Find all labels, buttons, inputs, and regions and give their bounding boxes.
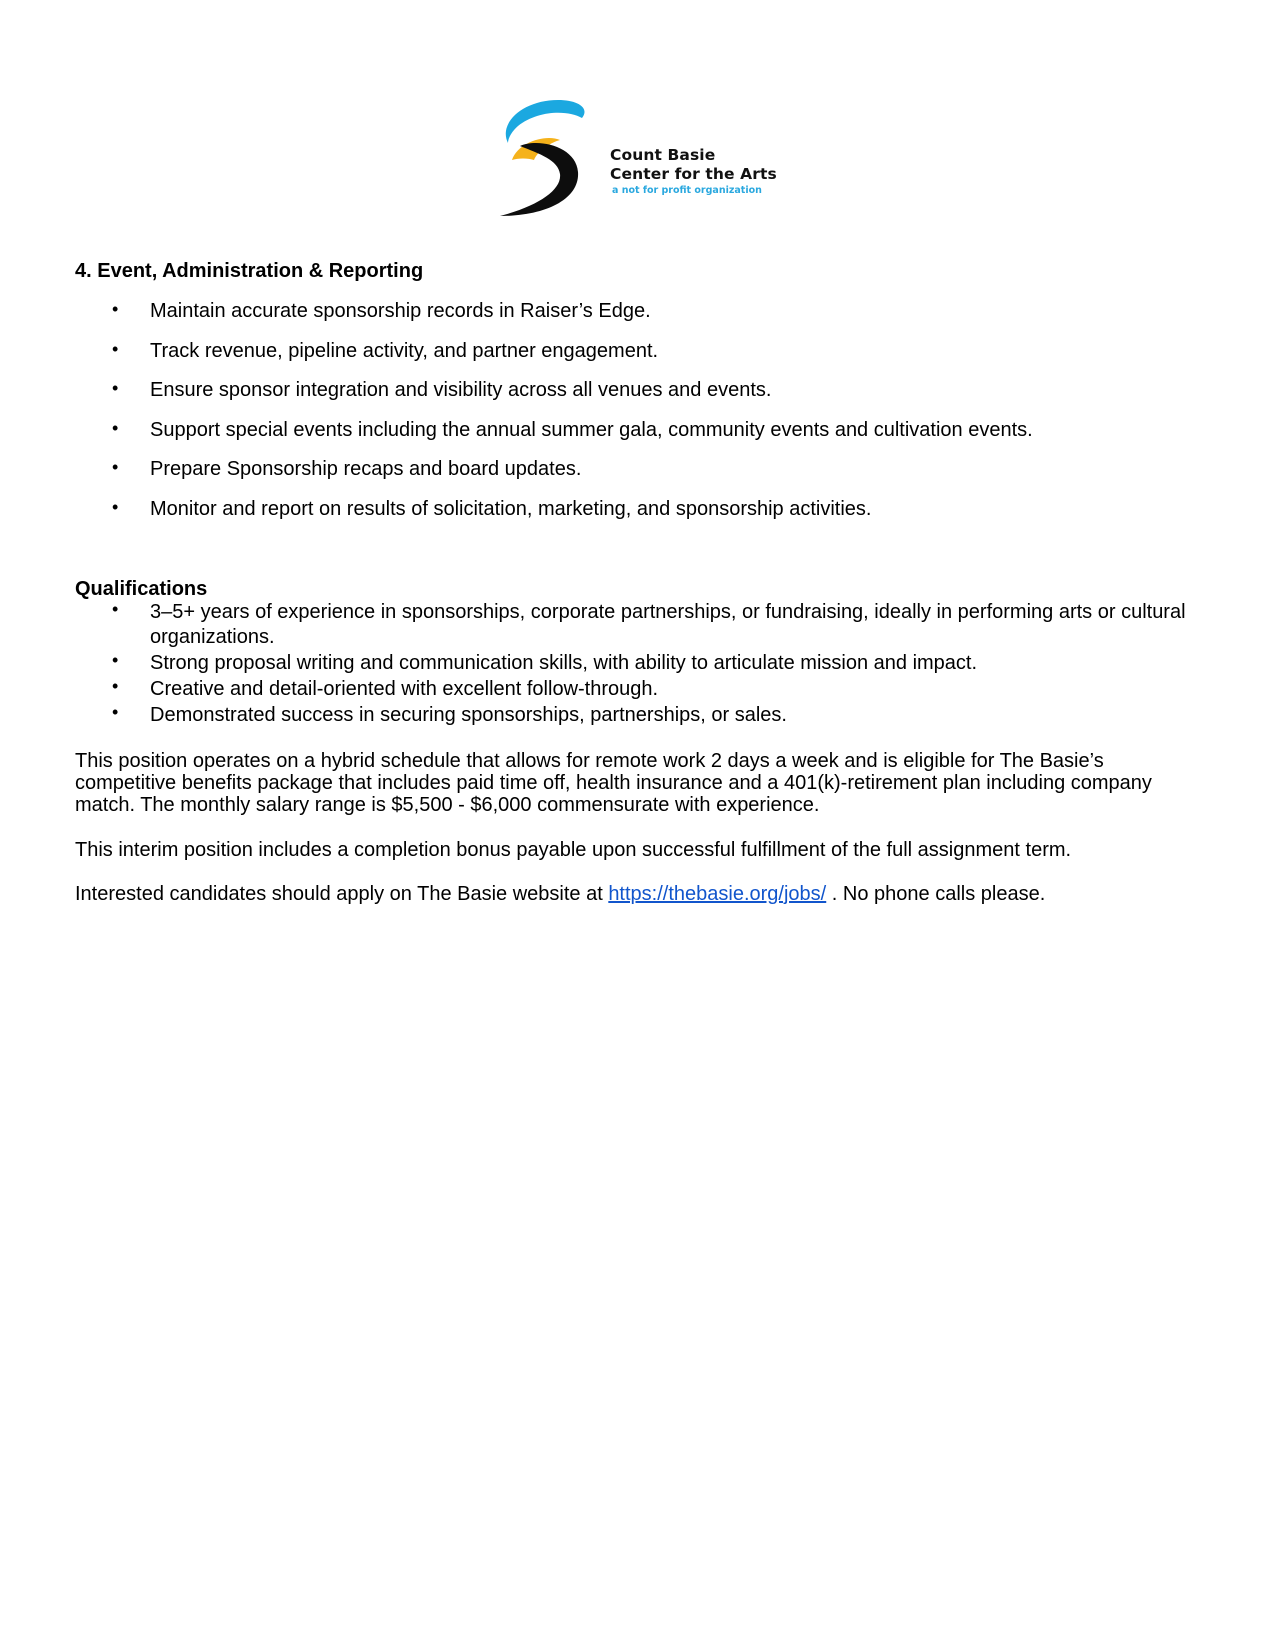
- list-item: • Support special events including the annual summer gala, community events and cultivation events.: [112, 417, 1033, 441]
- logo-black-swoosh: [500, 143, 578, 216]
- bullet-icon: •: [112, 417, 119, 438]
- count-basie-logo-mark: [498, 98, 608, 226]
- list-item: • Ensure sponsor integration and visibility across all venues and events.: [112, 378, 772, 401]
- section-heading-qualifications: Qualifications: [75, 577, 208, 600]
- document-body: [75, 259, 1205, 905]
- hybrid-schedule-paragraph: This position operates on a hybrid schedule that allows for remote work 2 days a week and is eligible for The Basie’s competitive benefits package that includes paid time off, health insurance and a 401(k)-retirement plan including company match. The monthly salary range is $5,500 - $6,000 commensurate with experience.: [75, 749, 1152, 816]
- logo-tagline: a not for profit organization: [612, 185, 762, 196]
- jobs-link[interactable]: https://thebasie.org/jobs/: [608, 882, 827, 905]
- bullet-icon: •: [112, 496, 119, 517]
- logo-name-line2: Center for the Arts: [610, 165, 777, 183]
- completion-bonus-paragraph: This interim position includes a completion bonus payable upon successful fulfillment of the full assignment term.: [75, 838, 1072, 861]
- list-item: • Demonstrated success in securing sponsorships, partnerships, or sales.: [112, 701, 787, 726]
- logo-name-line1: Count Basie: [610, 146, 716, 164]
- section-heading-event-admin: 4. Event, Administration & Reporting: [75, 260, 424, 282]
- list-item: • Monitor and report on results of solicitation, marketing, and sponsorship activities.: [112, 496, 872, 520]
- responsibilities-list: [75, 299, 1205, 521]
- list-item: • Creative and detail-oriented with excellent follow-through.: [112, 675, 659, 700]
- logo-wordmark: [610, 146, 777, 197]
- bullet-icon: •: [112, 701, 119, 722]
- list-item: • Strong proposal writing and communication skills, with ability to articulate mission and impact.: [112, 649, 978, 674]
- qualifications-list: [75, 600, 1205, 728]
- bullet-icon: •: [112, 675, 119, 696]
- bullet-icon: •: [112, 457, 119, 477]
- list-item: • Track revenue, pipeline activity, and partner engagement.: [112, 338, 659, 362]
- bullet-icon: •: [112, 598, 119, 619]
- bullet-icon: •: [112, 378, 119, 398]
- bullet-icon: •: [112, 299, 119, 319]
- bullet-icon: •: [112, 649, 119, 670]
- bullet-icon: •: [112, 338, 119, 359]
- apply-paragraph: Interested candidates should apply on The Basie website at https://thebasie.org/jobs/ . No phone calls please.: [75, 882, 1046, 905]
- list-item: • Prepare Sponsorship recaps and board updates.: [112, 457, 582, 480]
- list-item: • 3–5+ years of experience in sponsorships, corporate partnerships, or fundraising, ideally in performing arts or cultural organizations.: [112, 598, 1186, 648]
- list-item: • Maintain accurate sponsorship records in Raiser’s Edge.: [112, 299, 651, 322]
- logo-blue-swoosh: [506, 100, 585, 143]
- logo: [498, 98, 783, 226]
